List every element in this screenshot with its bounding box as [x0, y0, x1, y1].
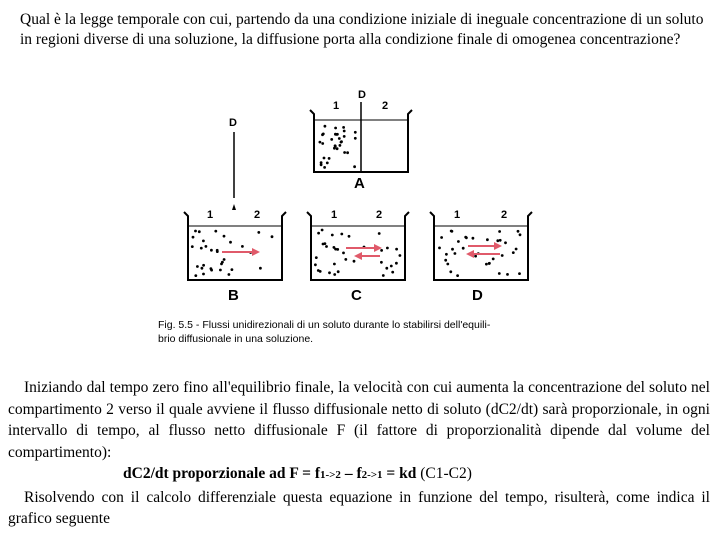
solute-particle: [445, 253, 448, 256]
solute-particle: [194, 230, 197, 233]
paragraph-2: Risolvendo con il calcolo differenziale questa equazione in funzione del tempo, risulterà, come indica il grafico seguente: [8, 488, 710, 527]
solute-particle: [512, 251, 515, 254]
solute-particle: [336, 147, 339, 150]
beaker-a: [310, 89, 412, 192]
question-text: Qual è la legge temporale con cui, partendo da una condizione iniziale di ineguale concentrazione di un soluto in regioni diverse di una soluzione, la diffusione porta alla condizione finale di omogenea concentrazione?: [20, 11, 704, 48]
paragraph-1: Iniziando dal tempo zero fino all'equilibrio finale, la velocità con cui aumenta la concentrazione del soluto nel compartimento 2 verso il quale avviene il flusso diffusionale netto di soluto (dC2/dt) sarà proporzionale, in ogni intervallo di tempo, al flusso netto diffusionale F (il fattore di proporzionalità dipende dal volume del compartimento):: [8, 379, 710, 461]
solute-particle: [223, 235, 226, 238]
solute-particle: [486, 238, 489, 241]
solute-particle: [339, 144, 342, 147]
letter-c: C: [351, 287, 362, 304]
solute-particle: [322, 243, 325, 246]
solute-particle: [462, 247, 465, 250]
beaker-b: [184, 117, 286, 304]
solute-particle: [353, 260, 356, 263]
solute-particle: [200, 247, 203, 250]
solute-particle: [323, 157, 326, 160]
solute-particle: [333, 147, 336, 150]
solute-particle: [320, 163, 323, 166]
solute-particle: [210, 269, 213, 272]
formula: [8, 463, 710, 487]
label-1-c: 1: [331, 209, 338, 221]
solute-particle: [456, 274, 459, 277]
beaker-d: [430, 209, 532, 304]
solute-particle: [333, 273, 336, 276]
formula-tail: (C1-C2): [416, 465, 472, 482]
solute-particle: [328, 271, 331, 274]
solute-particle: [201, 267, 204, 270]
solute-particle: [202, 264, 205, 267]
solute-particle: [506, 273, 509, 276]
solute-particle: [325, 245, 328, 248]
solute-particle: [354, 131, 357, 134]
solute-particle: [501, 254, 504, 257]
solute-particle: [330, 138, 333, 141]
solute-particle: [228, 273, 231, 276]
solute-particle: [321, 229, 324, 232]
solute-particle: [231, 268, 234, 271]
beaker-c: [307, 209, 409, 304]
solute-particle: [319, 141, 322, 144]
solute-particle: [223, 258, 226, 261]
letter-a: A: [354, 175, 365, 192]
solute-particle: [342, 252, 345, 255]
solute-particle: [333, 246, 336, 249]
label-2-d: 2: [501, 209, 508, 221]
solute-particle: [440, 236, 443, 239]
solute-particle: [343, 130, 346, 133]
solute-particle: [191, 245, 194, 248]
solute-particle: [492, 258, 495, 261]
formula-sub1: 1->2: [320, 469, 341, 481]
figure-caption-line1: Fig. 5.5 - Flussi unidirezionali di un soluto durante lo stabilirsi dell'equili-: [158, 319, 491, 331]
solute-particle: [271, 235, 274, 238]
solute-particle: [399, 254, 402, 257]
solute-particle: [488, 262, 491, 265]
solute-particle: [446, 263, 449, 266]
solute-particle: [519, 233, 522, 236]
label-d-left: D: [229, 117, 237, 129]
solute-particle: [336, 248, 339, 251]
solute-particle: [338, 137, 341, 140]
solute-particle: [343, 151, 346, 154]
solute-particle: [198, 230, 201, 233]
label-d-top: D: [358, 89, 366, 101]
solute-particle: [449, 270, 452, 273]
solute-particle: [343, 135, 346, 138]
solute-particle: [259, 267, 262, 270]
solute-particle: [457, 240, 460, 243]
formula-rest: = kd: [382, 465, 417, 482]
solute-particle: [321, 142, 324, 145]
solute-particle: [380, 261, 383, 264]
label-1-d: 1: [454, 209, 461, 221]
solute-particle: [326, 162, 329, 165]
body-text: [8, 377, 710, 530]
solute-particle: [334, 127, 337, 130]
solute-particle: [390, 265, 393, 268]
solute-particle: [485, 263, 488, 266]
solute-particle: [382, 274, 385, 277]
solute-particle: [395, 248, 398, 251]
solute-particle: [496, 239, 499, 242]
solute-particle: [385, 267, 388, 270]
diffusion-figure: [150, 80, 570, 350]
solute-particle: [498, 272, 501, 275]
solute-particle: [323, 166, 326, 169]
solute-particle: [515, 248, 518, 251]
solute-particle: [322, 133, 325, 136]
solute-particle: [391, 271, 394, 274]
solute-particle: [378, 232, 381, 235]
letter-d: D: [472, 287, 483, 304]
solute-particle: [319, 270, 322, 273]
solute-particle: [194, 274, 197, 277]
solute-particle: [241, 245, 244, 248]
solute-particle: [219, 269, 222, 272]
solute-particle: [333, 263, 336, 266]
solute-particle: [498, 230, 501, 233]
solute-particle: [518, 272, 521, 275]
solute-particle: [380, 249, 383, 252]
solute-particle: [438, 247, 441, 250]
solute-particle: [386, 247, 389, 250]
formula-minus: – f: [340, 465, 362, 482]
solute-particle: [328, 157, 331, 160]
solute-particle: [202, 240, 205, 243]
solute-particle: [337, 270, 340, 273]
solute-particle: [454, 252, 457, 255]
solute-particle: [192, 236, 195, 239]
formula-main: dC2/dt proporzionale ad F = f: [123, 465, 320, 482]
solute-particle: [451, 230, 454, 233]
solute-particle: [229, 241, 232, 244]
solute-particle: [324, 125, 327, 128]
solute-particle: [314, 263, 317, 266]
label-2-b: 2: [254, 209, 261, 221]
solute-particle: [504, 241, 507, 244]
solute-particle: [348, 235, 351, 238]
solute-particle: [196, 265, 199, 268]
solute-particle: [344, 258, 347, 261]
solute-particle: [257, 231, 260, 234]
figure-caption-line2: brio diffusionale in una soluzione.: [158, 333, 314, 345]
solute-particle: [346, 151, 349, 154]
solute-particle: [202, 273, 205, 276]
label-1-a: 1: [333, 100, 340, 112]
label-2-c: 2: [376, 209, 383, 221]
solute-particle: [334, 144, 337, 147]
solute-particle: [395, 262, 398, 265]
solute-particle: [451, 248, 454, 251]
solute-particle: [474, 255, 477, 258]
solute-particle: [335, 133, 338, 136]
solute-particle: [465, 236, 468, 239]
formula-sub2: 2->1: [361, 469, 383, 481]
solute-particle: [340, 233, 343, 236]
solute-particle: [340, 140, 343, 143]
solute-particle: [315, 256, 318, 259]
solute-particle: [331, 234, 334, 237]
solute-particle: [221, 261, 224, 264]
solute-particle: [216, 250, 219, 253]
solute-particle: [517, 230, 520, 233]
solute-particle: [353, 165, 356, 168]
solute-particle: [205, 245, 208, 248]
label-1-b: 1: [207, 209, 214, 221]
solute-particle: [472, 237, 475, 240]
solute-particle: [354, 137, 357, 140]
solute-particle: [210, 249, 213, 252]
solute-particle: [317, 232, 320, 235]
solute-particle: [444, 259, 447, 262]
solute-particle: [499, 239, 502, 242]
solute-particle: [342, 126, 345, 129]
solute-particle: [214, 230, 217, 233]
letter-b: B: [228, 287, 239, 304]
label-2-a: 2: [382, 100, 389, 112]
